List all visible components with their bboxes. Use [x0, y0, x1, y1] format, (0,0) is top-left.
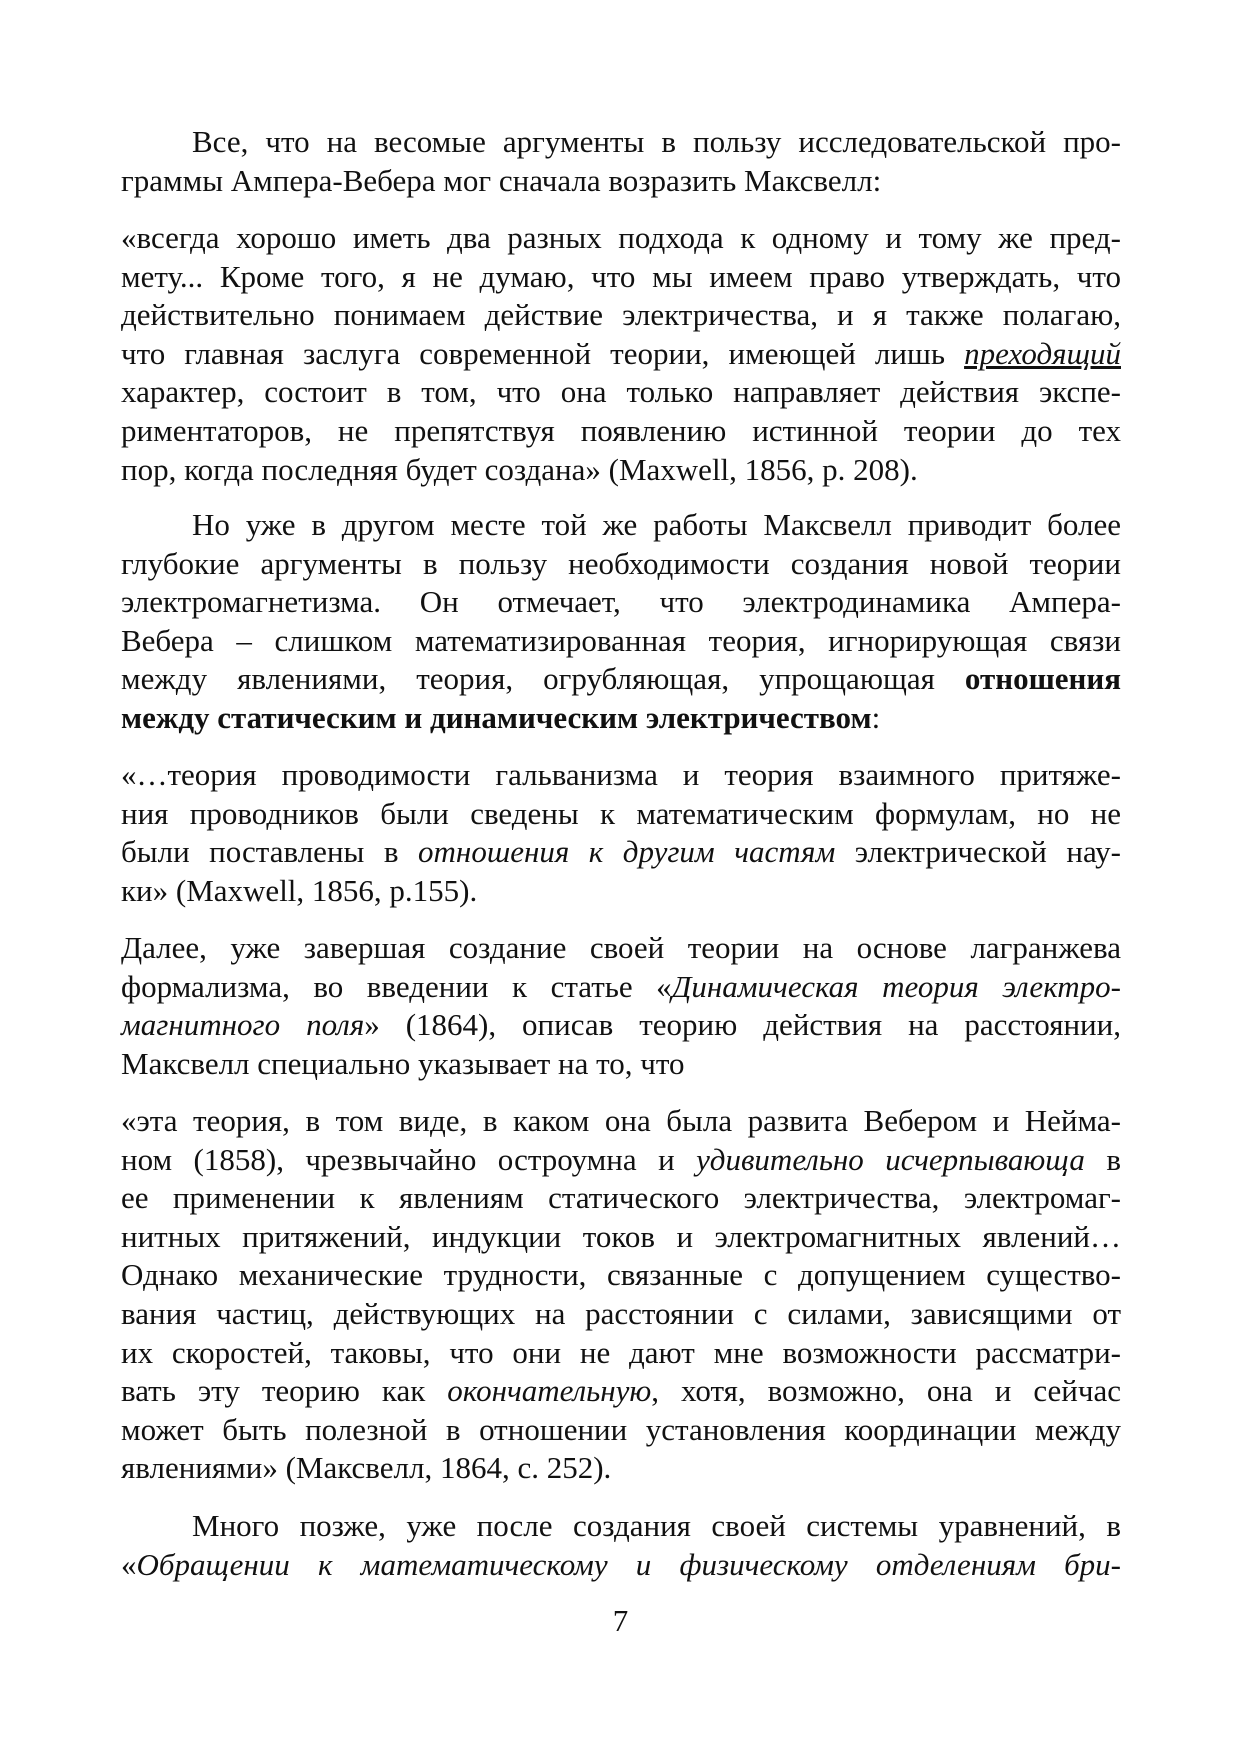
- text-run: ния проводников были сведены к математическим формулам, но не: [121, 795, 1121, 831]
- text-run: были поставлены в: [121, 834, 419, 870]
- text-run: нитных притяжений, индукции токов и электромагнитных явлений…: [121, 1218, 1121, 1254]
- text-run: граммы Ампера-Вебера мог сначала возразить Максвелл:: [121, 162, 882, 198]
- text-line: [121, 1006, 1121, 1045]
- text-line: [121, 622, 1121, 661]
- text-run: Максвелл специально указывает на то, что: [121, 1045, 685, 1081]
- text-run: риментаторов, не препятствуя появлению истинной теории до тех: [121, 412, 1121, 448]
- text-run: в: [1084, 1141, 1122, 1177]
- text-run: Далее, уже завершая создание своей теории на основе лагранжева: [121, 930, 1121, 965]
- text-run: электрической нау-: [835, 834, 1121, 870]
- text-line: [121, 412, 1121, 451]
- text-line: [121, 1411, 1121, 1450]
- text-line: [121, 296, 1121, 335]
- text-run: глубокие аргументы в пользу необходимости создания новой теории: [121, 545, 1121, 581]
- text-run: » (1864), описав теорию действия на расстоянии,: [364, 1007, 1121, 1043]
- text-line: [121, 335, 1121, 374]
- italic-text: отношения к другим частям: [418, 834, 836, 870]
- text-line: [121, 506, 1121, 545]
- text-run: Вебера – слишком математизированная теория, игнорирующая связи: [121, 622, 1121, 658]
- italic-text: преходящий: [964, 335, 1121, 371]
- text-line: [121, 968, 1121, 1007]
- italic-text: удивительно исчерпывающа: [696, 1141, 1085, 1177]
- text-line: [121, 1179, 1121, 1218]
- text-line: [121, 1449, 1121, 1488]
- text-run: электромагнетизма. Он отмечает, что электродинамика Ампера-: [121, 584, 1121, 620]
- text-line: [121, 373, 1121, 412]
- italic-text: магнитного поля: [121, 1007, 365, 1043]
- text-run: Все, что на весомые аргументы в пользу исследовательской про-: [192, 124, 1121, 159]
- text-run: «всегда хорошо иметь два разных подхода к одному и тому же пред-: [121, 220, 1121, 255]
- bold-text: отношения: [964, 661, 1121, 697]
- text-line: [121, 451, 1121, 490]
- text-run: ки» (Maxwell, 1856, p.155).: [121, 872, 478, 908]
- paragraph: [121, 1507, 1121, 1584]
- text-line: [121, 123, 1121, 162]
- text-run: явлениями» (Максвелл, 1864, с. 252).: [121, 1450, 612, 1486]
- text-line: [121, 699, 1121, 738]
- text-line: [121, 872, 1121, 911]
- text-run: может быть полезной в отношении установления координации между: [121, 1411, 1121, 1447]
- italic-text: Динамическая теория электро-: [671, 968, 1121, 1004]
- text-line: [121, 1546, 1121, 1585]
- text-run: характер, состоит в том, что она только направляет действия экспе-: [121, 374, 1121, 410]
- page-number: 7: [612, 1603, 629, 1638]
- text-run: вать эту теорию как: [121, 1373, 448, 1409]
- italic-text: окончательную: [447, 1373, 652, 1409]
- text-run: ее применении к явлениям статического электричества, электромаг-: [121, 1180, 1121, 1216]
- text-line: [121, 1334, 1121, 1373]
- text-line: [121, 1218, 1121, 1257]
- paragraph: [121, 1102, 1121, 1488]
- text-run: вания частиц, действующих на расстоянии с силами, зависящими от: [121, 1295, 1121, 1331]
- text-run: пор, когда последняя будет создана» (Maxwell, 1856, p. 208).: [121, 451, 918, 487]
- text-line: [121, 1256, 1121, 1295]
- paragraph: [121, 123, 1121, 200]
- text-line: [121, 756, 1121, 795]
- text-line: [121, 545, 1121, 584]
- text-line: [121, 258, 1121, 297]
- text-run: мету... Кроме того, я не думаю, что мы имеем право утверждать, что: [121, 258, 1121, 294]
- text-run: , хотя, возможно, она и сейчас: [651, 1373, 1121, 1409]
- text-line: [121, 1102, 1121, 1141]
- paragraph: [121, 506, 1121, 738]
- text-line: [121, 1507, 1121, 1546]
- text-run: «эта теория, в том виде, в каком она была развита Вебером и Нейма-: [121, 1103, 1121, 1138]
- text-run: :: [871, 699, 881, 735]
- text-run: Много позже, уже после создания своей системы уравнений, в: [192, 1508, 1121, 1543]
- text-line: [121, 583, 1121, 622]
- bold-text: между статическим и динамическим электричеством: [121, 699, 872, 735]
- text-line: [121, 1045, 1121, 1084]
- text-line: [121, 929, 1121, 968]
- text-run: что главная заслуга современной теории, имеющей лишь: [121, 335, 965, 371]
- text-run: Однако механические трудности, связанные с допущением существо-: [121, 1257, 1121, 1293]
- text-run: формализма, во введении к статье «: [121, 968, 672, 1004]
- italic-text: Обращении к математическому и физическому отделениям бри-: [136, 1546, 1121, 1582]
- paragraph: [121, 756, 1121, 910]
- text-line: [121, 833, 1121, 872]
- text-line: [121, 1295, 1121, 1334]
- text-line: [121, 660, 1121, 699]
- paragraph: [121, 929, 1121, 1083]
- text-run: ном (1858), чрезвычайно остроумна и: [121, 1141, 697, 1177]
- text-run: Но уже в другом месте той же работы Максвелл приводит более: [192, 507, 1121, 542]
- paragraph: [121, 219, 1121, 489]
- text-line: [121, 162, 1121, 201]
- text-run: действительно понимаем действие электричества, и я также полагаю,: [121, 297, 1121, 333]
- text-line: [121, 1141, 1121, 1180]
- text-run: их скоростей, таковы, что они не дают мне возможности рассматри-: [121, 1334, 1121, 1370]
- text-line: [121, 219, 1121, 258]
- text-run: «…теория проводимости гальванизма и теория взаимного притяже-: [121, 757, 1121, 792]
- text-line: [121, 795, 1121, 834]
- text-line: [121, 1372, 1121, 1411]
- text-run: «: [121, 1546, 137, 1582]
- text-run: между явлениями, теория, огрубляющая, упрощающая: [121, 661, 965, 697]
